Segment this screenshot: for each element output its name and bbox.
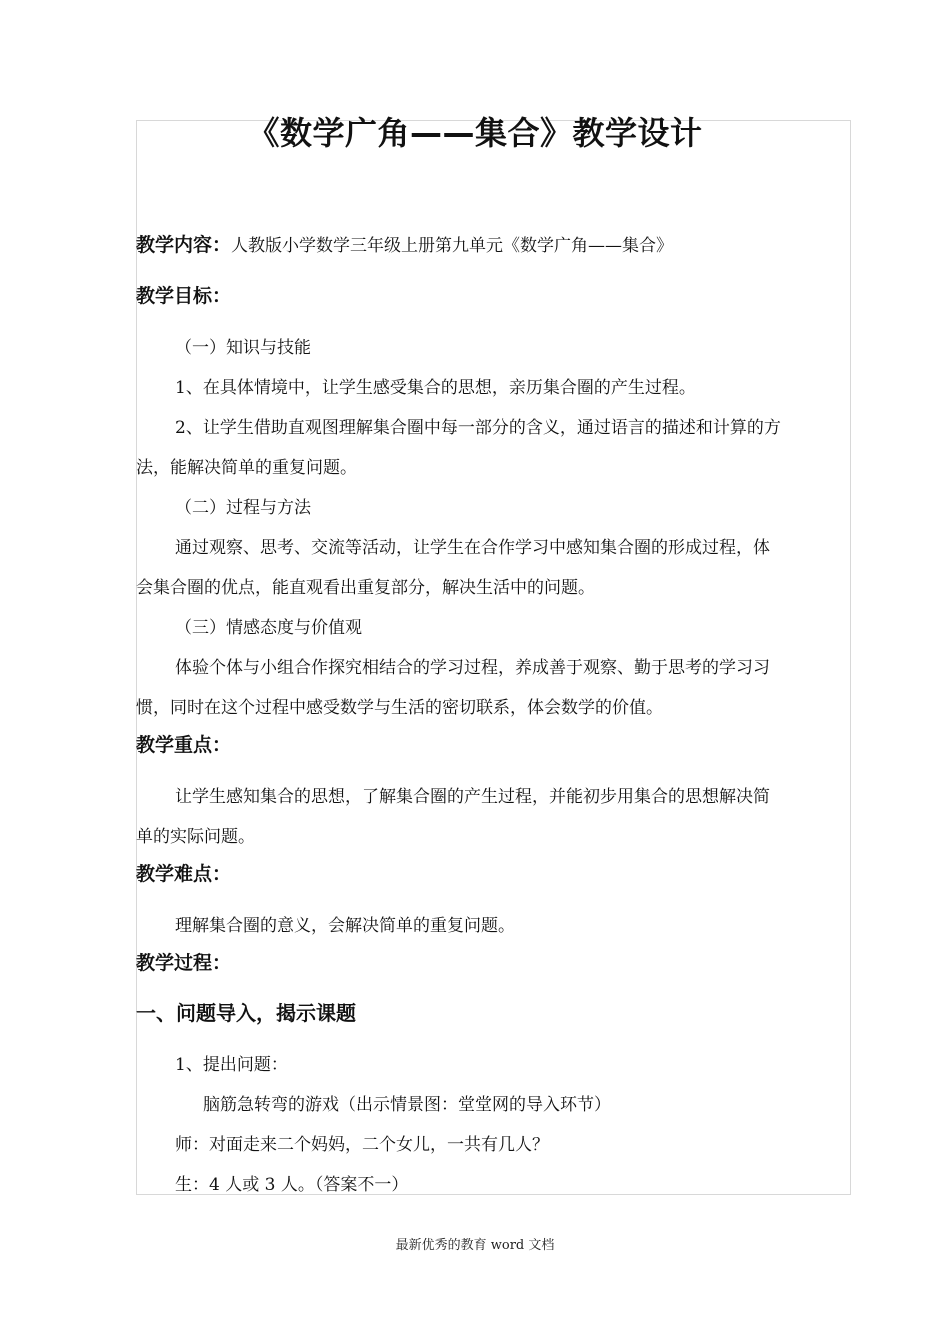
goal1-item2-line2: 法，能解决简单的重复问题。 [136, 458, 357, 478]
content-row [136, 230, 673, 257]
goal1-heading: （一）知识与技能 [175, 338, 311, 358]
goal2-line1: 通过观察、思考、交流等活动，让学生在合作学习中感知集合圈的形成过程，体 [175, 538, 770, 558]
goal3-line2: 惯，同时在这个过程中感受数学与生活的密切联系，体会数学的价值。 [136, 698, 663, 718]
page-footer: 最新优秀的教育 word 文档 [395, 1238, 555, 1253]
s1-teacher: 师：对面走来二个妈妈，二个女儿，一共有几人？ [175, 1135, 549, 1155]
key-line2: 单的实际问题。 [136, 827, 255, 847]
content-label: 教学内容： [136, 234, 232, 256]
process-label: 教学过程： [136, 952, 232, 974]
s1-game: 脑筋急转弯的游戏（出示情景图：堂堂网的导入环节） [203, 1095, 611, 1115]
goal2-heading: （二）过程与方法 [175, 498, 311, 518]
difficulty-line1: 理解集合圈的意义，会解决简单的重复问题。 [175, 916, 515, 936]
page-title: 《数学广角——集合》教学设计 [247, 114, 703, 152]
goals-label: 教学目标： [136, 285, 232, 307]
s1-student: 生：4 人或 3 人。（答案不一） [175, 1175, 409, 1195]
difficulty-label: 教学难点： [136, 863, 232, 885]
goal1-item2-line1: 2、让学生借助直观图理解集合圈中每一部分的含义，通过语言的描述和计算的方 [175, 418, 781, 438]
key-line1: 让学生感知集合的思想，了解集合圈的产生过程，并能初步用集合的思想解决简 [175, 787, 770, 807]
content-value: 人教版小学数学三年级上册第九单元《数学广角——集合》 [231, 236, 674, 256]
goal2-line2: 会集合圈的优点，能直观看出重复部分，解决生活中的问题。 [136, 578, 595, 598]
goal3-heading: （三）情感态度与价值观 [175, 618, 362, 638]
goal1-item1: 1、在具体情境中，让学生感受集合的思想，亲历集合圈的产生过程。 [175, 378, 696, 398]
section1-heading: 一、问题导入，揭示课题 [136, 1001, 356, 1025]
goal3-line1: 体验个体与小组合作探究相结合的学习过程，养成善于观察、勤于思考的学习习 [175, 658, 770, 678]
key-label: 教学重点： [136, 734, 232, 756]
s1-item1: 1、提出问题： [175, 1055, 288, 1075]
